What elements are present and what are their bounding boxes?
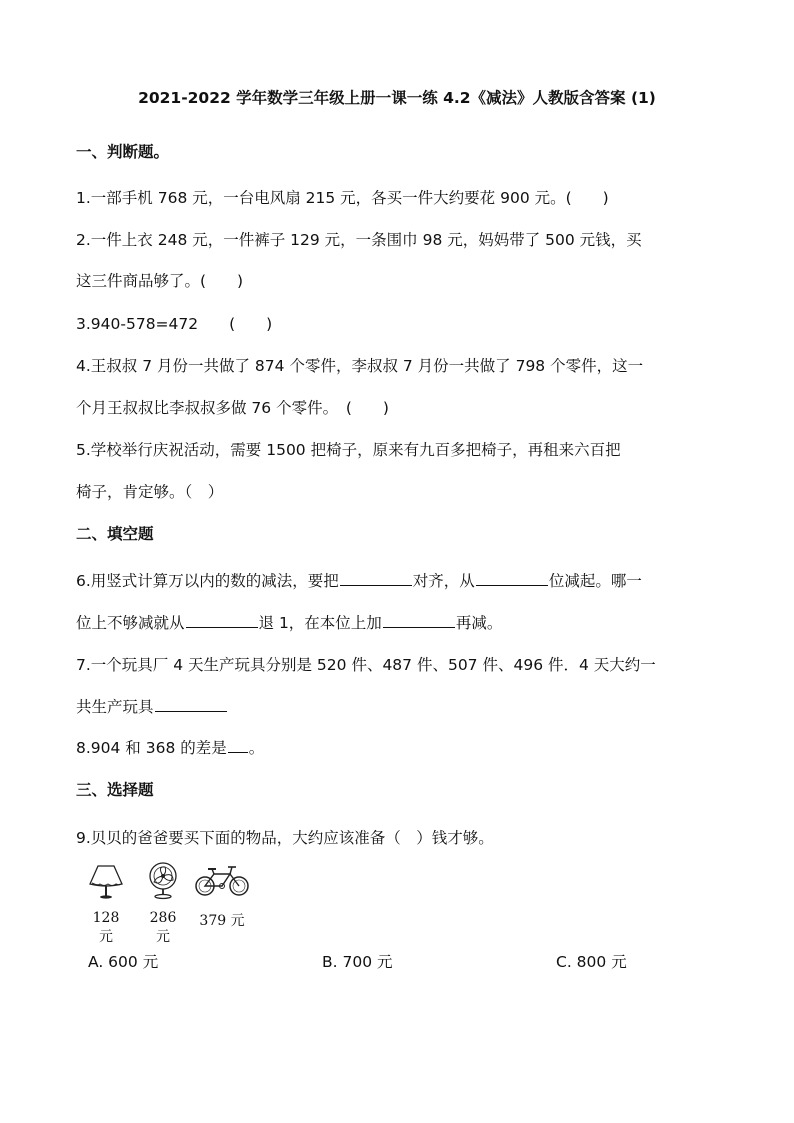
- lamp-icon: [86, 860, 126, 900]
- answer-blank[interactable]: [340, 571, 412, 586]
- question-5-line-2: 椅子，肯定够。（ ）: [76, 483, 224, 501]
- question-2-line-1: 2.一件上衣 248 元，一件裤子 129 元，一条围巾 98 元，妈妈带了 500 元钱，买: [76, 231, 642, 249]
- question-4-line-2: 个月王叔叔比李叔叔多做 76 个零件。 ( ): [76, 399, 389, 417]
- q8-text-2: 。: [248, 739, 265, 757]
- bicycle-icon: [194, 860, 250, 900]
- question-1: 1.一部手机 768 元，一台电风扇 215 元，各买一件大约要花 900 元。( ): [76, 189, 609, 207]
- question-7-line-1: 7.一个玩具厂 4 天生产玩具分别是 520 件、487 件、507 件、496 件．4 天大约一: [76, 656, 656, 674]
- q6-text-6: 再减。: [455, 614, 503, 632]
- q6-text-3: 位减起。哪一: [548, 572, 642, 590]
- lamp-price: 128 元: [92, 910, 120, 945]
- answer-blank[interactable]: [383, 613, 455, 628]
- question-7-line-2: [76, 695, 228, 717]
- q6-text-2: 对齐，从: [412, 572, 475, 590]
- question-4-line-1: 4.王叔叔 7 月份一共做了 874 个零件，李叔叔 7 月份一共做了 798 个零件，这一: [76, 357, 644, 375]
- fan-price: 286 元: [149, 910, 177, 945]
- question-6-line-1: [76, 569, 642, 591]
- bicycle-item: [192, 860, 252, 930]
- option-b[interactable]: B. 700 元: [322, 953, 393, 971]
- q6-text-5: 退 1，在本位上加: [258, 614, 382, 632]
- q7-text: 共生产玩具: [76, 698, 154, 716]
- option-a[interactable]: A. 600 元: [88, 953, 159, 971]
- question-6-line-2: [76, 611, 502, 633]
- lamp-item: [84, 860, 128, 946]
- answer-blank[interactable]: [228, 738, 248, 753]
- q8-text-1: 8.904 和 368 的差是: [76, 739, 227, 757]
- question-8: [76, 736, 264, 758]
- question-9: 9.贝贝的爸爸要买下面的物品，大约应该准备（ ）钱才够。: [76, 829, 494, 847]
- page-title: 2021-2022 学年数学三年级上册一课一练 4.2《减法》人教版含答案 (1): [138, 89, 656, 107]
- section-heading-choice: 三、选择题: [76, 781, 154, 799]
- answer-blank[interactable]: [155, 697, 227, 712]
- answer-blank[interactable]: [476, 571, 548, 586]
- fan-icon: [143, 860, 183, 900]
- question-5-line-1: 5.学校举行庆祝活动，需要 1500 把椅子，原来有九百多把椅子，再租来六百把: [76, 441, 621, 459]
- fan-item: [141, 860, 185, 946]
- section-heading-fill-blank: 二、填空题: [76, 525, 154, 543]
- question-2-line-2: 这三件商品够了。( ): [76, 272, 244, 290]
- answer-blank[interactable]: [186, 613, 258, 628]
- question-3: 3.940-578=472 ( ): [76, 315, 273, 333]
- q6-text-1: 6.用竖式计算万以内的数的减法，要把: [76, 572, 339, 590]
- option-c[interactable]: C. 800 元: [556, 953, 627, 971]
- bicycle-price: 379 元: [199, 913, 245, 929]
- section-heading-judgement: 一、判断题。: [76, 143, 170, 161]
- product-images: [84, 860, 274, 945]
- q6-text-4: 位上不够减就从: [76, 614, 185, 632]
